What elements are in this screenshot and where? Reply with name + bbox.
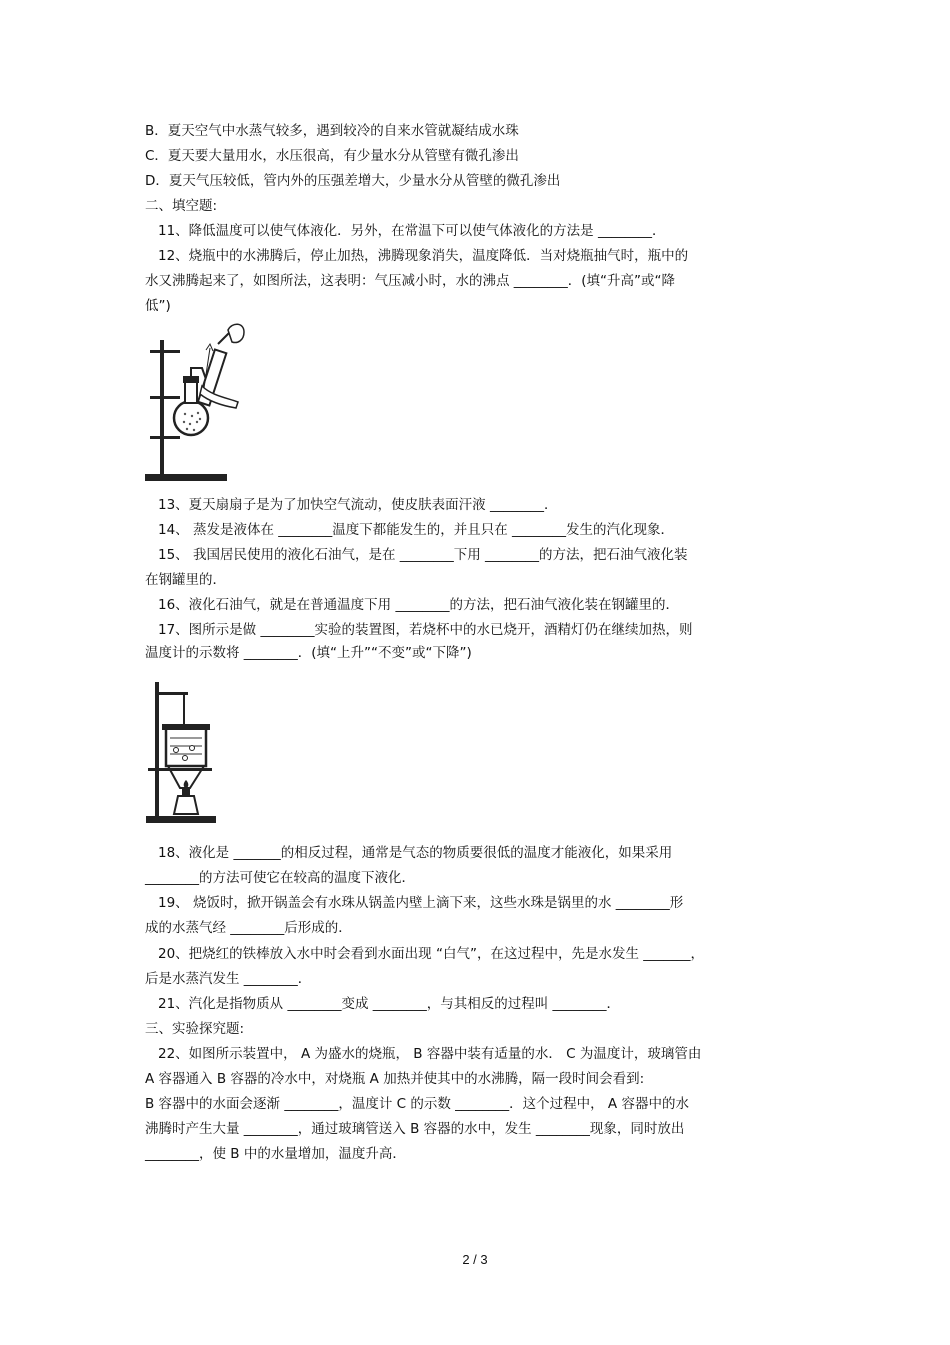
question-11: 11、降低温度可以使气体液化．另外，在常温下可以使气体液化的方法是 ________．: [158, 223, 666, 239]
question-20-line-1: 20、把烧红的铁棒放入水中时会看到水面出现 “白气”，在这过程中，先是水发生 _______，: [158, 946, 704, 962]
question-12-line-3: 低”): [145, 298, 171, 314]
question-22-line-3: B 容器中的水面会逐渐 ________，温度计 C 的示数 ________．这个过程中， A 容器中的水: [145, 1096, 689, 1112]
option-b: B．夏天空气中水蒸气较多，遇到较冷的自来水管就凝结成水珠: [145, 123, 519, 139]
question-14: 14、 蒸发是液体在 ________温度下都能发生的，并且只在 ________发生的汽化现象．: [158, 522, 675, 538]
boiling-flask-suction-figure: [140, 318, 250, 488]
option-c: C．夏天要大量用水，水压很高，有少量水分从管壁有微孔渗出: [145, 148, 519, 164]
question-22-line-5: ________，使 B 中的水量增加，温度升高．: [145, 1146, 406, 1162]
question-21: 21、汽化是指物质从 ________变成 ________，与其相反的过程叫 ________．: [158, 996, 621, 1012]
question-18-line-2: ________的方法可使它在较高的温度下液化．: [145, 870, 415, 886]
question-22-line-1: 22、如图所示装置中， A 为盛水的烧瓶， B 容器中装有适量的水． C 为温度计，玻璃管由: [158, 1046, 702, 1062]
question-12-line-2: 水又沸腾起来了，如图所法，这表明：气压减小时，水的沸点 ________．(填“升高”或“降: [145, 273, 676, 289]
page-number: 2 / 3: [462, 1252, 488, 1267]
question-19-line-1: 19、 烧饭时，掀开锅盖会有水珠从锅盖内壁上滴下来，这些水珠是锅里的水 ________形: [158, 895, 684, 911]
question-20-line-2: 后是水蒸汽发生 ________．: [145, 971, 312, 987]
question-17-line-1: 17、图所示是做 ________实验的装置图，若烧杯中的水已烧开，酒精灯仍在继续加热，则: [158, 622, 693, 638]
question-18-line-1: 18、液化是 _______的相反过程，通常是气态的物质要很低的温度才能液化，如果采用: [158, 845, 673, 861]
question-22-line-4: 沸腾时产生大量 ________，通过玻璃管送入 B 容器的水中，发生 ________现象，同时放出: [145, 1121, 685, 1137]
question-15-line-1: 15、 我国居民使用的液化石油气，是在 ________下用 ________的方法，把石油气液化装: [158, 547, 688, 563]
boiling-experiment-figure: [140, 676, 230, 828]
question-13: 13、夏天扇扇子是为了加快空气流动，使皮肤表面汗液 ________．: [158, 497, 558, 513]
question-15-line-2: 在钢罐里的．: [145, 572, 226, 588]
question-22-line-2: A 容器通入 B 容器的冷水中，对烧瓶 A 加热并使其中的水沸腾，隔一段时间会看到:: [145, 1071, 645, 1087]
question-16: 16、液化石油气，就是在普通温度下用 ________的方法，把石油气液化装在钢罐里的．: [158, 597, 679, 613]
question-12-line-1: 12、烧瓶中的水沸腾后，停止加热，沸腾现象消失，温度降低．当对烧瓶抽气时，瓶中的: [158, 248, 689, 264]
question-17-line-2: 温度计的示数将 ________．(填“上升”“不变”或“下降”): [145, 645, 472, 661]
section-heading-fill-blank: 二、填空题:: [145, 198, 218, 214]
option-d: D．夏天气压较低，管内外的压强差增大，少量水分从管壁的微孔渗出: [145, 173, 561, 189]
question-19-line-2: 成的水蒸气经 ________后形成的．: [145, 920, 352, 936]
section-heading-experiment: 三、实验探究题:: [145, 1021, 245, 1037]
